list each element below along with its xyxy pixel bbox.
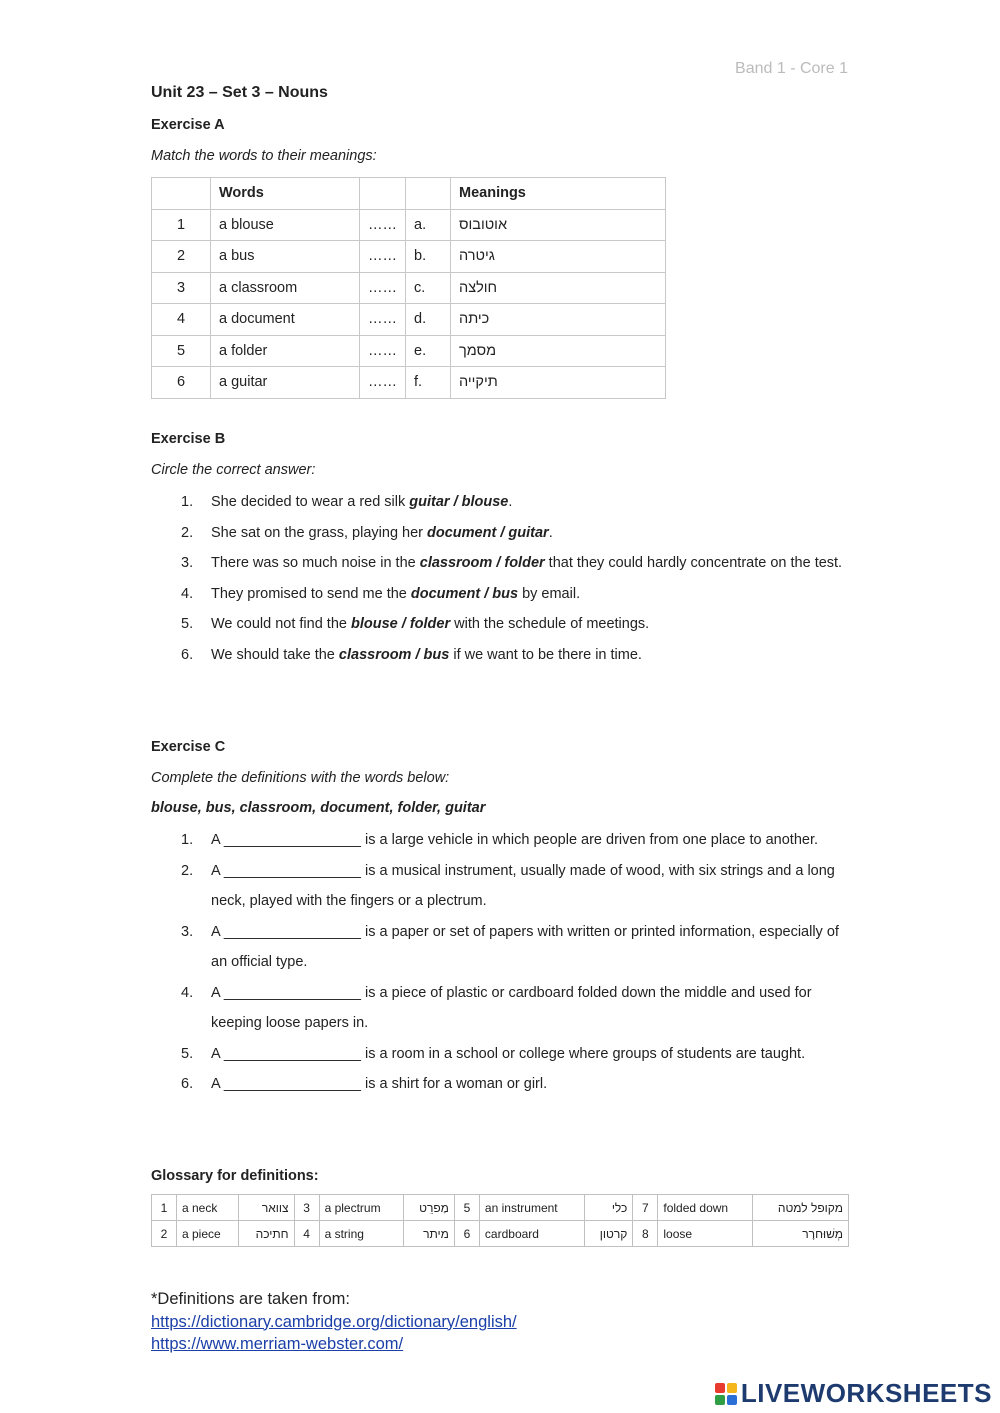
brand-name: LIVEWORKSHEETS xyxy=(740,1378,992,1408)
cell-meaning: מסמך xyxy=(451,335,666,367)
list-item xyxy=(151,487,851,518)
definition-text: A _________________ is a piece of plastic or cardboard folded down the middle and used for keeping loose papers in. xyxy=(211,984,812,1031)
answer-choice[interactable]: classroom / bus xyxy=(338,646,450,663)
glossary-en: folded down xyxy=(658,1195,753,1221)
list-item xyxy=(151,548,851,579)
glossary-he: כלי xyxy=(584,1195,632,1221)
table-row xyxy=(152,1195,849,1221)
glossary-he: מַפרֵט xyxy=(403,1195,454,1221)
item-num: 4. xyxy=(181,984,194,1001)
exercise-c-list xyxy=(151,825,851,1100)
glossary-num: 7 xyxy=(633,1195,658,1221)
cell-dots: …… xyxy=(360,304,406,336)
cell-word: a blouse xyxy=(211,209,360,241)
exercise-c-instruction: Complete the definitions with the words below: xyxy=(151,770,450,786)
cell-dots: …… xyxy=(360,272,406,304)
definition-text: A _________________ is a musical instrument, usually made of wood, with six strings and a long neck, played with the fingers or a plectrum. xyxy=(211,862,835,909)
definition-text: A _________________ is a paper or set of papers with written or printed information, especially of an official type. xyxy=(211,923,839,970)
cell-dots: …… xyxy=(360,241,406,273)
exercise-b-heading: Exercise B xyxy=(151,431,226,447)
exercise-a-heading: Exercise A xyxy=(151,117,225,133)
cell-word: a bus xyxy=(211,241,360,273)
glossary-num: 1 xyxy=(152,1195,177,1221)
item-post: . xyxy=(508,494,513,510)
glossary-en: a string xyxy=(319,1221,403,1247)
answer-choice[interactable]: document / bus xyxy=(410,585,519,602)
glossary-en: cardboard xyxy=(479,1221,584,1247)
cell-letter: b. xyxy=(406,241,451,273)
item-pre: She sat on the grass, playing her xyxy=(211,524,428,541)
liveworksheets-logo xyxy=(715,1378,992,1409)
item-num: 5. xyxy=(181,1045,194,1062)
item-num: 2. xyxy=(181,862,194,879)
glossary-he: מקופל למטה xyxy=(753,1195,849,1221)
exercise-c-heading: Exercise C xyxy=(151,739,226,755)
list-item xyxy=(151,1039,851,1070)
cell-meaning: אוטובוס xyxy=(451,209,666,241)
cell-num: 3 xyxy=(152,272,211,304)
cell-word: a folder xyxy=(211,335,360,367)
cell-meaning: חולצה xyxy=(451,272,666,304)
cell-dots: …… xyxy=(360,335,406,367)
glossary-num: 6 xyxy=(454,1221,479,1247)
table-row xyxy=(152,367,666,399)
list-item xyxy=(151,1069,851,1100)
glossary-num: 2 xyxy=(152,1221,177,1247)
cell-meaning: כיתה xyxy=(451,304,666,336)
glossary-he: צוואר xyxy=(239,1195,294,1221)
item-post: by email. xyxy=(518,585,581,602)
item-num: 2. xyxy=(181,524,194,541)
cell-dots: …… xyxy=(360,367,406,399)
sources-note: *Definitions are taken from: xyxy=(151,1290,351,1308)
list-item xyxy=(151,609,851,640)
glossary-num: 5 xyxy=(454,1195,479,1221)
answer-choice[interactable]: guitar / blouse xyxy=(409,494,509,510)
sources xyxy=(151,1288,517,1356)
item-num: 5. xyxy=(181,616,194,632)
glossary-he: מְשׁוּחרָר xyxy=(753,1221,849,1247)
definition-text: A _________________ is a shirt for a woman or girl. xyxy=(211,1076,548,1092)
cell-word: a guitar xyxy=(211,367,360,399)
answer-choice[interactable]: document / guitar xyxy=(427,524,549,541)
item-pre: She decided to wear a red silk xyxy=(211,494,410,510)
table-row xyxy=(152,209,666,241)
exercise-b-list xyxy=(151,487,851,670)
exercise-a-instruction: Match the words to their meanings: xyxy=(151,148,377,164)
definition-text: A _________________ is a large vehicle in which people are driven from one place to another. xyxy=(211,832,819,848)
glossary-en: a plectrum xyxy=(319,1195,403,1221)
glossary-num: 8 xyxy=(633,1221,658,1247)
glossary-he: חתיכה xyxy=(239,1221,294,1247)
table-row xyxy=(152,1221,849,1247)
exercise-c-word-list: blouse, bus, classroom, document, folder, guitar xyxy=(151,800,486,816)
cell-dots: …… xyxy=(360,209,406,241)
item-pre: We could not find the xyxy=(211,616,351,632)
item-num: 1. xyxy=(181,832,194,848)
item-num: 3. xyxy=(181,923,194,940)
definition-text: A _________________ is a room in a school or college where groups of students are taught. xyxy=(211,1045,806,1062)
item-num: 1. xyxy=(181,494,194,510)
item-num: 6. xyxy=(181,646,194,663)
cell-meaning: גיטרה xyxy=(451,241,666,273)
cell-letter: d. xyxy=(406,304,451,336)
cell-num: 6 xyxy=(152,367,211,399)
item-num: 6. xyxy=(181,1076,194,1092)
cell-letter: e. xyxy=(406,335,451,367)
glossary-en: loose xyxy=(658,1221,753,1247)
list-item xyxy=(151,978,851,1039)
table-row xyxy=(152,272,666,304)
cell-letter: c. xyxy=(406,272,451,304)
page-title: Unit 23 – Set 3 – Nouns xyxy=(151,84,328,101)
answer-choice[interactable]: classroom / folder xyxy=(419,555,545,571)
glossary-en: an instrument xyxy=(479,1195,584,1221)
table-row xyxy=(152,335,666,367)
table-row xyxy=(152,304,666,336)
cell-num: 5 xyxy=(152,335,211,367)
cell-word: a classroom xyxy=(211,272,360,304)
glossary-num: 3 xyxy=(294,1195,319,1221)
glossary-he: מיתר xyxy=(403,1221,454,1247)
glossary-table xyxy=(151,1194,849,1247)
list-item xyxy=(151,856,851,917)
table-row xyxy=(152,241,666,273)
glossary-heading: Glossary for definitions: xyxy=(151,1168,319,1184)
cell-word: a document xyxy=(211,304,360,336)
col-meanings: Meanings xyxy=(451,178,666,210)
list-item xyxy=(151,917,851,978)
item-post: with the schedule of meetings. xyxy=(450,616,650,632)
source-link-cambridge[interactable]: https://dictionary.cambridge.org/dictionary/english/ xyxy=(151,1312,517,1331)
list-item xyxy=(151,825,851,856)
item-num: 3. xyxy=(181,555,194,571)
cell-letter: f. xyxy=(406,367,451,399)
item-pre: There was so much noise in the xyxy=(211,555,420,571)
list-item xyxy=(151,640,851,671)
list-item xyxy=(151,518,851,549)
glossary-num: 4 xyxy=(294,1221,319,1247)
exercise-b-instruction: Circle the correct answer: xyxy=(151,462,316,478)
glossary-en: a piece xyxy=(177,1221,239,1247)
item-post: . xyxy=(548,524,553,541)
band-label: Band 1 - Core 1 xyxy=(735,60,848,77)
item-post: that they could hardly concentrate on the test. xyxy=(544,555,843,571)
answer-choice[interactable]: blouse / folder xyxy=(351,616,451,632)
item-pre: They promised to send me the xyxy=(211,585,411,602)
cell-num: 4 xyxy=(152,304,211,336)
item-num: 4. xyxy=(181,585,194,602)
list-item xyxy=(151,579,851,610)
glossary-he: קרטון xyxy=(584,1221,632,1247)
liveworksheets-logo-icon xyxy=(715,1383,737,1405)
source-link-merriam-webster[interactable]: https://www.merriam-webster.com/ xyxy=(151,1335,404,1353)
glossary-en: a neck xyxy=(177,1195,239,1221)
item-pre: We should take the xyxy=(211,646,339,663)
cell-meaning: תיקייה xyxy=(451,367,666,399)
cell-num: 1 xyxy=(152,209,211,241)
col-words: Words xyxy=(211,178,360,210)
item-post: if we want to be there in time. xyxy=(449,646,642,663)
matching-table xyxy=(151,177,666,399)
cell-letter: a. xyxy=(406,209,451,241)
cell-num: 2 xyxy=(152,241,211,273)
table-header-row xyxy=(152,178,666,210)
